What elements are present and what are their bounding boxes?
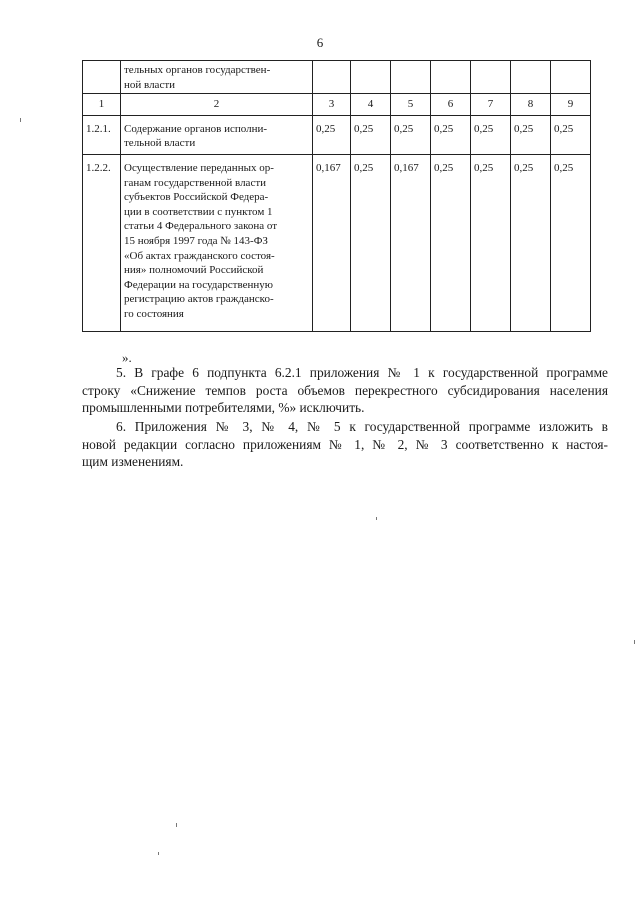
row-code: 1.2.1.: [83, 115, 121, 154]
column-number: 9: [551, 94, 591, 116]
row-description: [121, 115, 313, 154]
scan-speck: [158, 852, 159, 855]
column-number: 5: [391, 94, 431, 116]
description-line: «Об актах гражданского состоя-: [124, 249, 275, 262]
header-text-line: ной власти: [124, 78, 176, 91]
value-cell: 0,25: [431, 154, 471, 331]
description-line: тельной власти: [124, 137, 196, 150]
header-cell-3: [313, 61, 351, 94]
header-cell-5: [391, 61, 431, 94]
description-line: 15 ноября 1997 года № 143-ФЗ: [124, 234, 268, 247]
value-cell: 0,25: [313, 115, 351, 154]
paragraph-line: промышленными потребителями, %» исключить.: [82, 400, 365, 415]
value-cell: 0,25: [431, 115, 471, 154]
scan-speck: [20, 118, 21, 122]
column-number: 6: [431, 94, 471, 116]
description-line: Осуществление переданных ор-: [124, 161, 274, 174]
paragraph-line: строку «Снижение темпов роста объемов перекрестного субсидирования населения: [82, 382, 608, 398]
description-line: субъектов Российской Федера-: [124, 191, 269, 204]
column-number: 4: [351, 94, 391, 116]
paragraph-line: 6. Приложения № 3, № 4, № 5 к государственной программе изложить в: [116, 419, 608, 434]
header-cell-1: [83, 61, 121, 94]
paragraph-line: щим изменениям.: [82, 454, 184, 469]
row-code: 1.2.2.: [83, 154, 121, 331]
row-description: [121, 154, 313, 331]
column-number: 2: [121, 94, 313, 116]
description-line: ния» полномочий Российской: [124, 264, 264, 277]
column-number: 1: [83, 94, 121, 116]
value-cell: 0,167: [313, 154, 351, 331]
indicator-table: [82, 60, 591, 332]
header-cell-9: [551, 61, 591, 94]
description-line: Федерации на государственную: [124, 278, 273, 291]
value-cell: 0,25: [551, 154, 591, 331]
scan-speck: [634, 640, 635, 644]
value-cell: 0,25: [511, 154, 551, 331]
description-line: статьи 4 Федерального закона от: [124, 220, 278, 233]
value-cell: 0,25: [511, 115, 551, 154]
closing-quote: ».: [122, 350, 132, 365]
description-line: регистрацию актов гражданско-: [124, 293, 274, 306]
value-cell: 0,25: [471, 154, 511, 331]
value-cell: 0,25: [351, 115, 391, 154]
value-cell: 0,167: [391, 154, 431, 331]
header-cell-4: [351, 61, 391, 94]
paragraph-5: [82, 364, 608, 417]
paragraph-line: новой редакции согласно приложениям № 1, № 2, № 3 соответственно к настоя-: [82, 436, 608, 452]
table-row-1-2-1: [83, 115, 591, 154]
header-cell-7: [471, 61, 511, 94]
description-line: ганам государственной власти: [124, 176, 267, 189]
header-cell-2: [121, 61, 313, 94]
header-cell-6: [431, 61, 471, 94]
header-text-line: тельных органов государствен-: [124, 64, 271, 76]
paragraph-line: 5. В графе 6 подпункта 6.2.1 приложения № 1 к государственной программе: [116, 365, 608, 380]
paragraph-6: [82, 418, 608, 471]
page-number: 6: [316, 35, 324, 50]
description-line: Содержание органов исполни-: [124, 122, 268, 135]
header-cell-8: [511, 61, 551, 94]
table-header-continuation-row: [83, 61, 591, 94]
column-number: 8: [511, 94, 551, 116]
description-line: го состояния: [124, 307, 184, 320]
value-cell: 0,25: [471, 115, 511, 154]
column-numbers-row: [83, 94, 591, 116]
column-number: 3: [313, 94, 351, 116]
scan-speck: [176, 823, 177, 827]
table-row-1-2-2: [83, 154, 591, 331]
scan-speck: [376, 517, 377, 520]
column-number: 7: [471, 94, 511, 116]
value-cell: 0,25: [391, 115, 431, 154]
value-cell: 0,25: [351, 154, 391, 331]
value-cell: 0,25: [551, 115, 591, 154]
description-line: ции в соответствии с пунктом 1: [124, 205, 273, 218]
